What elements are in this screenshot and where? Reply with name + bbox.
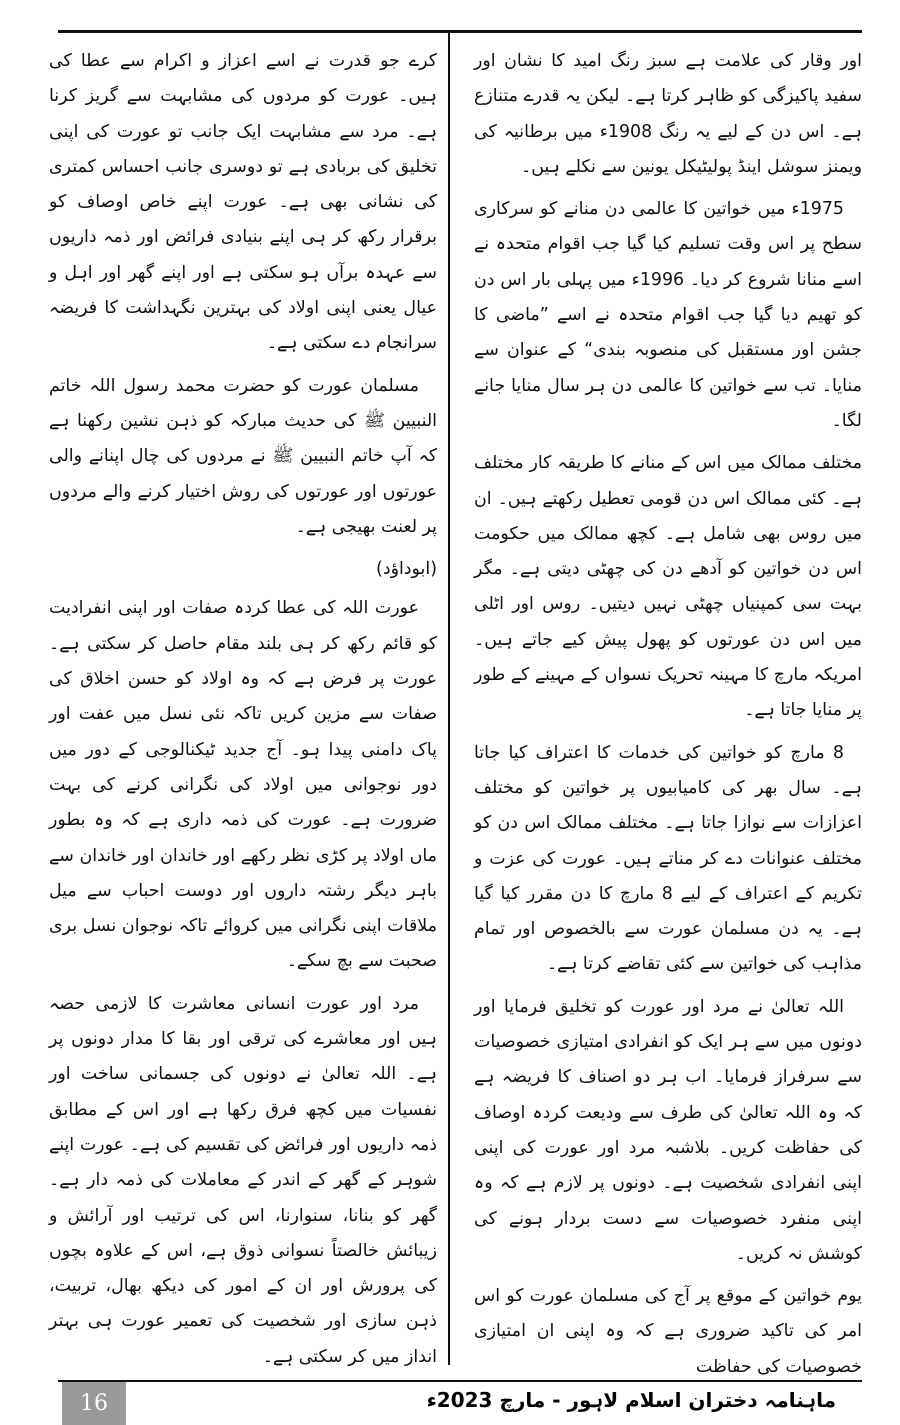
- paragraph: 1975ء میں خواتین کا عالمی دن منانے کو سرکاری سطح پر اس وقت تسلیم کیا گیا جب اقوام متحدہ نے اسے منانا شروع کر دیا۔ 1996ء میں پہلی بار اس دن کو تھیم دیا گیا جب اقوام متحدہ نے اسے ”ماضی کا جشن اور مستقبل کی منصوبہ بندی“ کے عنوان سے منایا۔ تب سے خواتین کا عالمی دن ہر سال منایا جانے لگا۔: [474, 199, 862, 431]
- paragraph: اللہ تعالیٰ نے مرد اور عورت کو تخلیق فرمایا اور دونوں میں سے ہر ایک کو انفرادی امتیازی خصوصیات سے سرفراز فرمایا۔ اب ہر دو اصناف کا فریضہ ہے کہ وہ اللہ تعالیٰ کی طرف سے ودیعت کردہ اوصاف کی حفاظت کریں۔ بلاشبہ مرد اور عورت کی اپنی اپنی انفرادی شخصیت ہے۔ دونوں پر لازم ہے کہ وہ اپنی منفرد خصوصیات سے دست بردار ہونے کی کوشش نہ کریں۔: [474, 996, 862, 1264]
- paragraph: مختلف ممالک میں اس کے منانے کا طریقہ کار مختلف ہے۔ کئی ممالک اس دن قومی تعطیل رکھتے ہیں۔ ان میں روس بھی شامل ہے۔ کچھ ممالک میں حکومت اس دن خواتین کو آدھے دن کی چھٹی دیتی ہے۔ مگر بہت سی کمپنیاں چھٹی نہیں دیتیں۔ روس اور اٹلی میں اس دن عورتوں کو پھول پیش کیے جاتے ہیں۔ امریکہ مارچ کا مہینہ تحریک نسواں کے مہینے کے طور پر منایا جاتا ہے۔: [474, 453, 862, 721]
- paragraph: کرے جو قدرت نے اسے اعزاز و اکرام سے عطا کی ہیں۔ عورت کو مردوں کی مشابہت سے گریز کرنا ہے۔ مرد سے مشابہت ایک جانب تو عورت کی اپنی تخلیق کی بربادی ہے تو دوسری جانب احساس کمتری کی نشانی بھی ہے۔ عورت اپنے خاص اوصاف کو برقرار رکھ کر ہی اپنے بنیادی فرائض اور ذمہ داریوں سے عہدہ برآں ہو سکتی ہے اور اپنے گھر اور اہل و عیال یعنی اپنی اولاد کی بہترین نگہداشت کا فریضہ سرانجام دے سکتی ہے۔: [49, 51, 437, 354]
- left-column: [49, 44, 437, 1382]
- right-column: [474, 44, 862, 1392]
- hadith-citation: (ابوداؤد): [376, 559, 437, 580]
- paragraph: یوم خواتین کے موقع پر آج کی مسلمان عورت کو اس امر کی تاکید ضروری ہے کہ وہ اپنی ان امتیازی خصوصیات کی حفاظت: [474, 1286, 862, 1377]
- page-number: 16: [62, 1382, 126, 1425]
- paragraph: مسلمان عورت کو حضرت محمد رسول اللہ خاتم النبیین ﷺ کی حدیث مبارکہ کو ذہن نشین رکھنا ہے کہ آپ خاتم النبیین ﷺ نے مردوں کی چال اپنانے والی عورتوں اور عورتوں کی روش اختیار کرنے والے مردوں پر لعنت بھیجی ہے۔: [49, 375, 437, 537]
- paragraph: مرد اور عورت انسانی معاشرت کا لازمی حصہ ہیں اور معاشرے کی ترقی اور بقا کا مدار دونوں پر ہے۔ اللہ تعالیٰ نے دونوں کی جسمانی ساخت اور نفسیات میں کچھ فرق رکھا ہے اور اس کے مطابق ذمہ داریوں اور فرائض کی تقسیم کی ہے۔ عورت اپنے شوہر کے گھر کے اندر کے معاملات کی ذمہ دار ہے۔ گھر کو بنانا، سنوارنا، اس کی ترتیب اور آرائش و زیبائش خالصتاً نسوانی ذوق ہے، اس کے علاوہ بچوں کی پرورش اور ان کے امور کی دیکھ بھال، تربیت، ذہن سازی اور شخصیت کی تعمیر عورت ہی بہتر انداز میں کر سکتی ہے۔: [49, 993, 437, 1367]
- paragraph: عورت اللہ کی عطا کردہ صفات اور اپنی انفرادیت کو قائم رکھ کر ہی بلند مقام حاصل کر سکتی ہے۔ عورت پر فرض ہے کہ وہ اولاد کو حسن اخلاق کی صفات سے مزین کریں تاکہ نئی نسل میں عفت اور پاک دامنی پیدا ہو۔ آج جدید ٹیکنالوجی کے دور میں دور نوجوانی میں اولاد کی نگرانی کرنے کی بہت ضرورت ہے۔ عورت کی ذمہ داری ہے کہ وہ بطور ماں اولاد پر کڑی نظر رکھے اور خاندان اور خاندان سے باہر دیگر رشتہ داروں اور دوست احباب سے میل ملاقات اپنی نگرانی میں کروائے تاکہ نوجوان نسل بری صحبت سے بچ سکے۔: [49, 598, 437, 972]
- publication-title: ماہنامہ دختران اسلام لاہور - مارچ 2023ء: [426, 1388, 836, 1412]
- paragraph: اور وقار کی علامت ہے سبز رنگ امید کا نشان اور سفید پاکیزگی کو ظاہر کرتا ہے۔ لیکن یہ قدرے متنازع ہے۔ اس دن کے لیے یہ رنگ 1908ء میں برطانیہ کی ویمنز سوشل اینڈ پولیٹیکل یونین سے نکلے ہیں۔: [474, 51, 862, 177]
- paragraph: 8 مارچ کو خواتین کی خدمات کا اعتراف کیا جاتا ہے۔ سال بھر کی کامیابیوں پر خواتین کو مختلف اعزازات سے نوازا جاتا ہے۔ مختلف ممالک اس دن کو مختلف عنوانات دے کر مناتے ہیں۔ عورت کی عزت و تکریم کے اعتراف کے لیے 8 مارچ کا دن مقرر کیا گیا ہے۔ یہ دن مسلمان عورت سے بالخصوص اور تمام مذاہب کی خواتین سے کئی تقاضے کرتا ہے۔: [474, 742, 862, 975]
- top-rule: [58, 30, 862, 33]
- footer-rule: [58, 1380, 862, 1382]
- column-divider: [448, 33, 450, 1365]
